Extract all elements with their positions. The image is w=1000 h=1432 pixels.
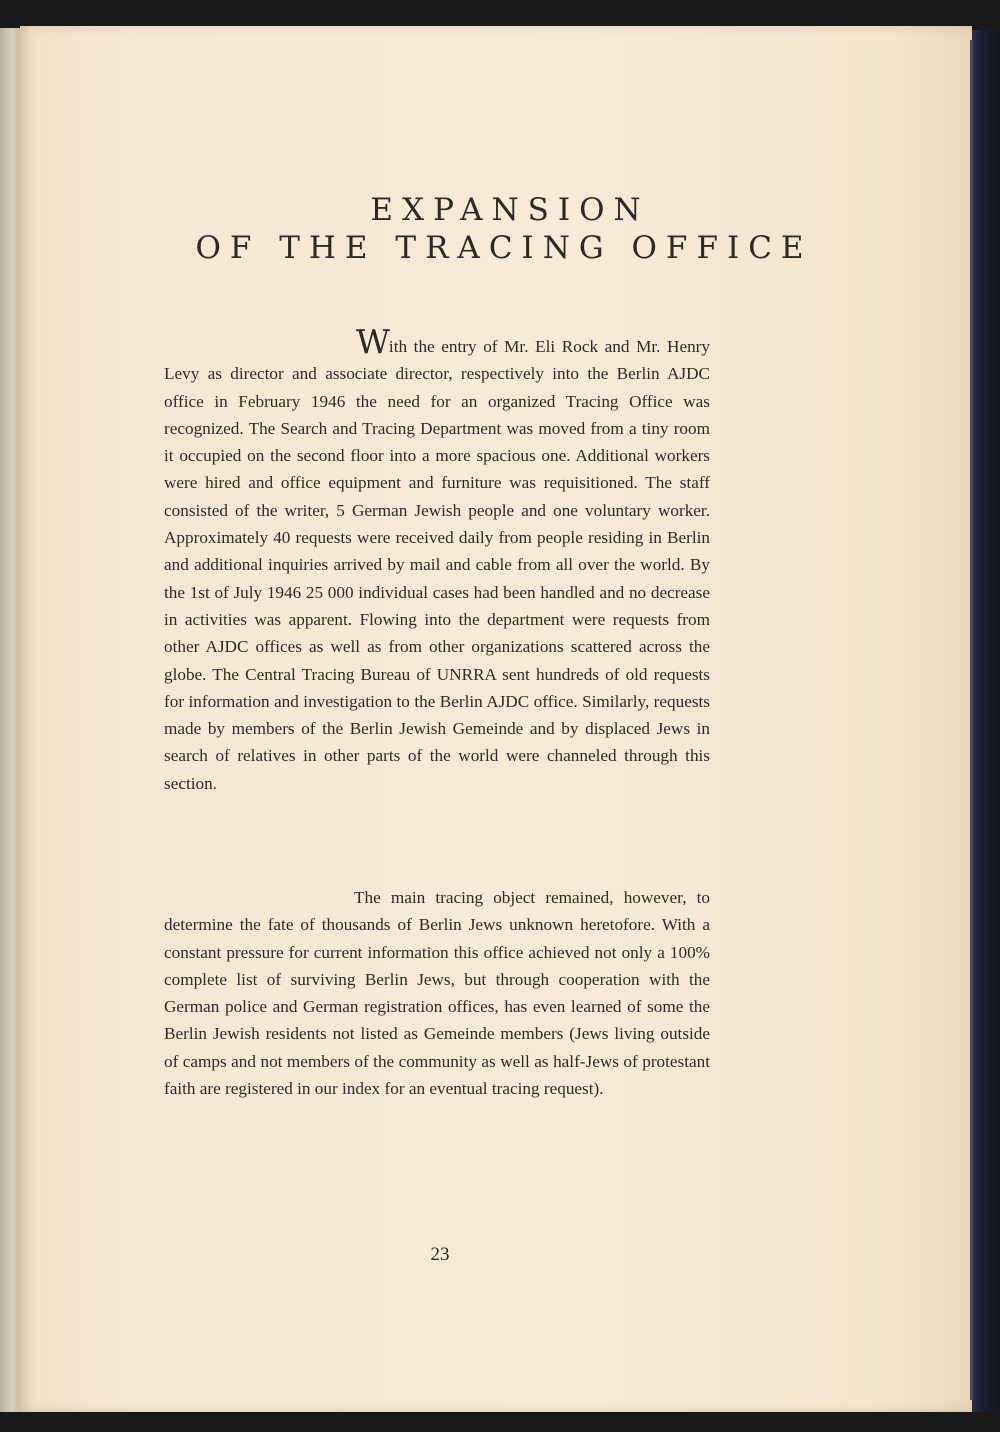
drop-cap: W xyxy=(356,322,389,361)
paragraph-1 xyxy=(164,322,710,797)
page-title-line-1: EXPANSION xyxy=(370,192,650,228)
paragraph-2: The main tracing object remained, however, to determine the fate of thousands of Berlin Jews unknown heretofore. With a constant pressure for current information this office achieved not only a 100% complete list of surviving Berlin Jews, but through cooperation with the German police and German registration offices, has even learned of some the Berlin Jewish residents not listed as Gemeinde members (Jews living outside of camps and not members of the community as well as half-Jews of protestant faith are registered in our index for an eventual tracing request). xyxy=(164,888,710,1099)
page-title-line-2: OF THE TRACING OFFICE xyxy=(195,230,813,266)
paragraph-1-text: ith the entry of Mr. Eli Rock and Mr. Henry Levy as director and associate director, respectively into the Berlin AJDC office in February 1946 the need for an organized Tracing Office was recognized. The Search and Tracing Department was moved from a tiny room it occupied on the second floor into a more spacious one. Additional workers were hired and office equipment and furniture was requisitioned. The staff consisted of the writer, 5 German Jewish people and one voluntary worker. Approximately 40 requests were received daily from people residing in Berlin and additional inquiries arrived by mail and cable from all over the world. By the 1st of July 1946 25 000 individual cases had been handled and no decrease in activities was apparent. Flowing into the department were requests from other AJDC offices as well as from other organizations scattered across the globe. The Central Tracing Bureau of UNRRA sent hundreds of old requests for information and investigation to the Berlin AJDC office. Similarly, requests made by members of the Berlin Jewish Gemeinde and by displaced Jews in search of relatives in other parts of the world were channeled through this section. xyxy=(164,337,710,793)
page-number: 23 xyxy=(430,1244,450,1265)
